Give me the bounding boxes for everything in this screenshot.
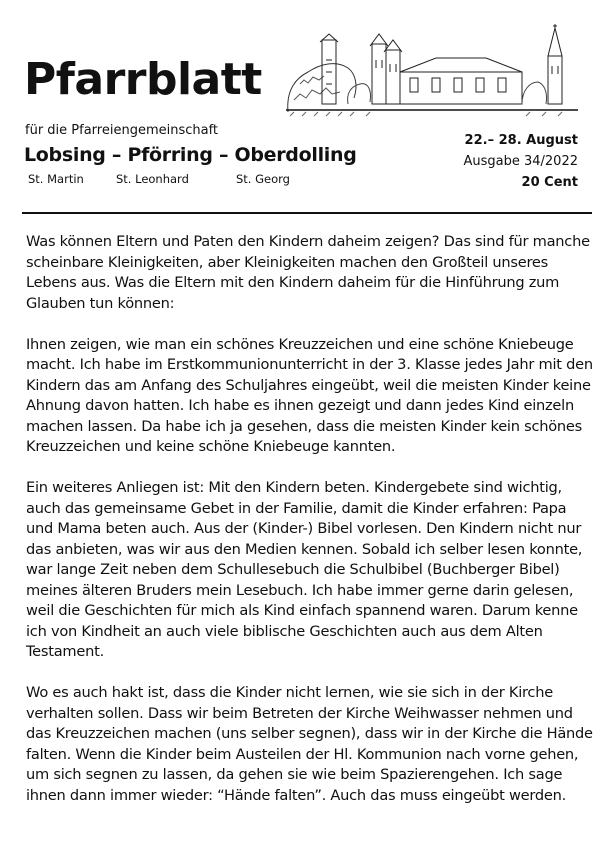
newsletter-subtitle: für die Pfarreiengemeinschaft [25, 123, 219, 138]
paragraph: Ihnen zeigen, wie man ein schönes Kreuzzeichen und eine schöne Kniebeuge macht. Ich habe im Erstkommunionunterricht in der 3. Klasse jedes Jahr mit den Kindern das am Anfang des Schuljahres eingeübt, weil die meisten Kinder keine Ahnung davon hatten. Ich habe es ihnen gezeigt und dann jedes Kind einzeln machen lassen. Da habe ich ja gesehen, dass die meisten Kinder kein schönes Kreuzzeichen und keine schöne Kniebeuge kannten. [26, 335, 593, 455]
issue-number: Ausgabe 34/2022 [463, 154, 578, 169]
saint-label: St. Leonhard [116, 172, 189, 186]
saint-label: St. Georg [236, 172, 290, 186]
saint-label: St. Martin [28, 172, 84, 186]
issue-dates: 22.– 28. August [464, 133, 578, 148]
issue-price: 20 Cent [521, 175, 578, 190]
paragraph: Wo es auch hakt ist, dass die Kinder nicht lernen, wie sie sich in der Kirche verhalten sollen. Dass wir beim Betreten der Kirche Weihwasser nehmen und das Kreuzzeichen machen (uns selber segnen), dass wir in der Kirche die Hände falten. Wenn die Kinder beim Austeilen der Hl. Kommunion nach vorne gehen, um sich segnen zu lassen, da gehen sie wie beim Spazierengehen. Ich sage ihnen dann immer wieder: “Hände falten”. Auch das muss eingeübt werden. [26, 684, 593, 804]
newsletter-title: Pfarrblatt [24, 54, 262, 105]
paragraph: Was können Eltern und Paten den Kindern daheim zeigen? Das sind für manche scheinbare Kleinigkeiten, aber Kleinigkeiten machen den Großteil unseres Lebens aus. Was die Eltern mit den Kindern daheim für die Hinführung zum Glauben tun können: [26, 233, 590, 312]
paragraph: Ein weiteres Anliegen ist: Mit den Kindern beten. Kindergebete sind wichtig, auch das gemeinsame Gebet in der Familie, damit die Kinder erfahren: Papa und Mama beten auch. Aus der (Kinder-) Bibel vorlesen. Den Kindern nicht nur das anbieten, was wir aus den Medien kennen. Sobald ich selber lesen konnte, war lange Zeit neben dem Schullesebuch die Schulbibel (Buchberger Bibel) meines älteren Bruders mein Lesebuch. Ich habe immer gerne darin gelesen, weil die Geschichten für mich als Kind einfach spannend waren. Darum kenne ich von Kindheit an auch viele biblische Geschichten auch aus dem Alten Testament. [26, 479, 583, 660]
parish-names: Lobsing – Pförring – Oberdolling [24, 144, 357, 166]
header-divider [22, 212, 592, 214]
issue-info [463, 130, 578, 193]
church-illustration [286, 20, 582, 120]
article-body [26, 232, 596, 827]
